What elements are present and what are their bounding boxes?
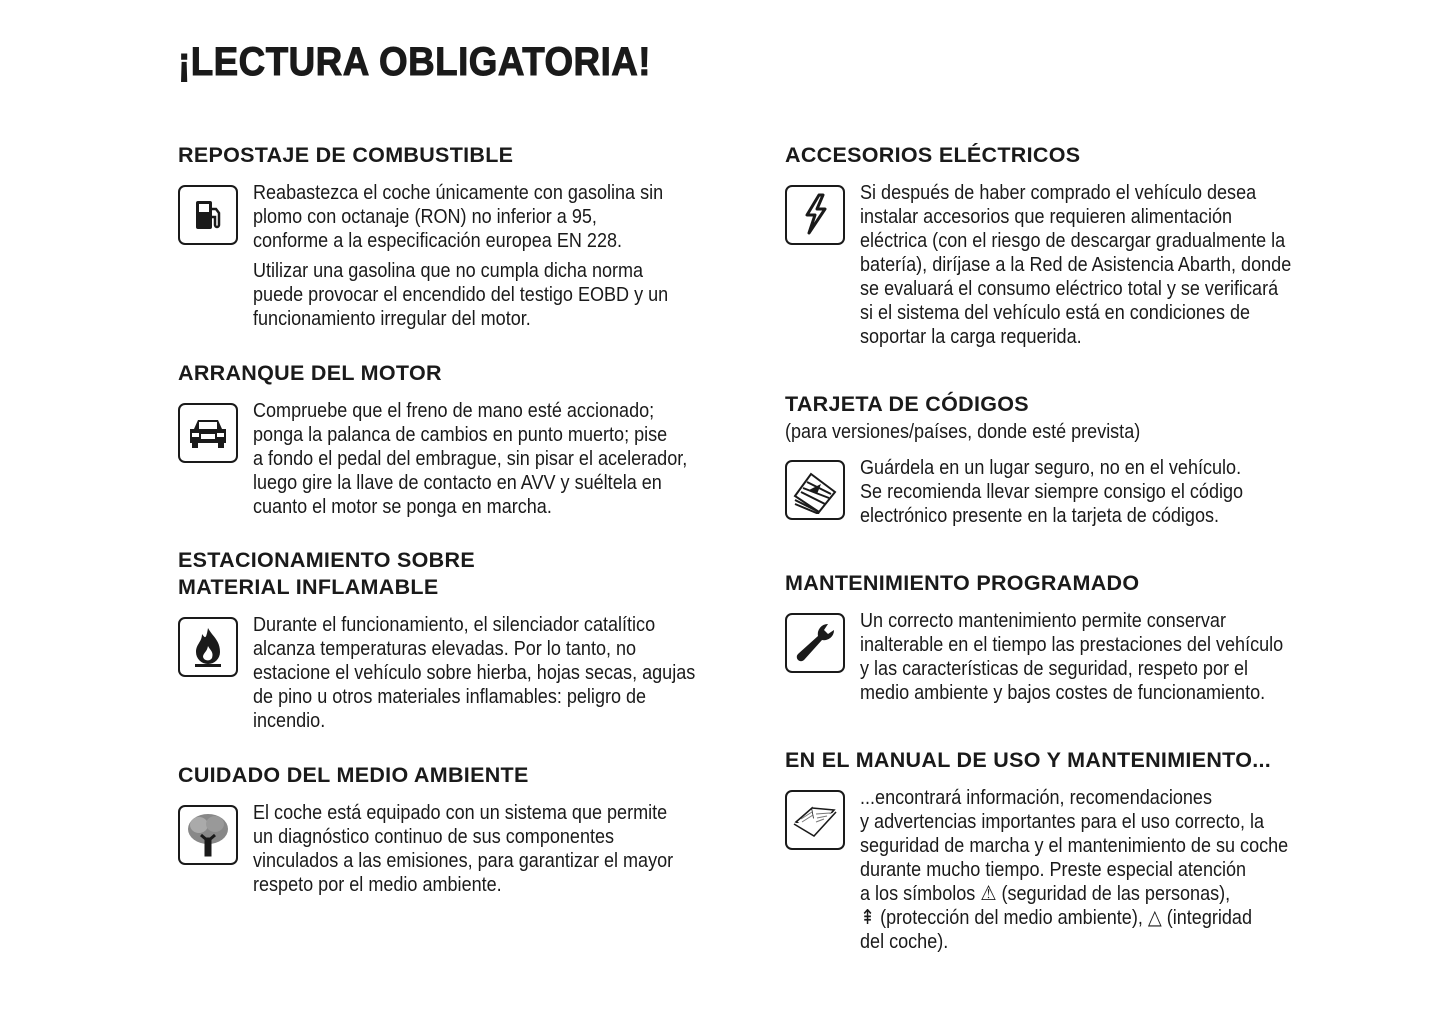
section-heading: ESTACIONAMIENTO SOBRE <box>178 548 475 572</box>
section-heading: ARRANQUE DEL MOTOR <box>178 361 442 385</box>
text-line: alcanza temperaturas elevadas. Por lo tanto, no <box>253 637 637 660</box>
text-line: inalterable en el tiempo las prestaciones del vehículo <box>860 633 1284 656</box>
section-subheading: (para versiones/países, donde esté prevista) <box>785 421 1141 443</box>
text-line: Si después de haber comprado el vehículo desea <box>860 181 1257 204</box>
section-accesorios <box>785 142 1385 355</box>
text-line: vinculados a las emisiones, para garantizar el mayor <box>253 849 674 872</box>
section-heading: MATERIAL INFLAMABLE <box>178 575 439 599</box>
section-body <box>785 456 1385 528</box>
text-line: El coche está equipado con un sistema que permite <box>253 801 668 824</box>
text-line: un diagnóstico continuo de sus componentes <box>253 825 615 848</box>
paragraph <box>860 181 1385 349</box>
section-estacionamiento <box>178 547 778 739</box>
text-line: medio ambiente y bajos costes de funcionamiento. <box>860 681 1266 704</box>
text-line: del coche). <box>860 930 949 953</box>
text-line: puede provocar el encendido del testigo EOBD y un <box>253 283 669 306</box>
tree-icon <box>178 805 238 865</box>
section-medio-ambiente <box>178 762 778 903</box>
section-body <box>785 786 1385 954</box>
text-line: luego gire la llave de contacto en AVV y suéltela en <box>253 471 662 494</box>
section-heading: TARJETA DE CÓDIGOS <box>785 392 1029 416</box>
section-arranque <box>178 360 778 525</box>
wrench-icon <box>785 613 845 673</box>
paragraph <box>860 456 1385 528</box>
section-manual <box>785 747 1385 960</box>
text-line: seguridad de marcha y el mantenimiento de su coche <box>860 834 1289 857</box>
text-line: respeto por el medio ambiente. <box>253 873 502 896</box>
text-line: Durante el funcionamiento, el silenciador catalítico <box>253 613 656 636</box>
lightning-icon <box>785 185 845 245</box>
text-line: a los símbolos ⚠ (seguridad de las personas), <box>860 882 1231 905</box>
text-line: durante mucho tiempo. Preste especial atención <box>860 858 1247 881</box>
section-body <box>178 399 778 519</box>
paragraph <box>860 609 1385 705</box>
text-line: instalar accesorios que requieren alimentación <box>860 205 1233 228</box>
paragraph <box>253 399 778 519</box>
section-body <box>785 181 1385 349</box>
section-heading: ACCESORIOS ELÉCTRICOS <box>785 143 1081 167</box>
section-heading: EN EL MANUAL DE USO Y MANTENIMIENTO... <box>785 748 1272 772</box>
text-line: Guárdela en un lugar seguro, no en el vehículo. <box>860 456 1242 479</box>
text-line: cuanto el motor se ponga en marcha. <box>253 495 552 518</box>
text-line: ...encontrará información, recomendaciones <box>860 786 1212 809</box>
section-heading: MANTENIMIENTO PROGRAMADO <box>785 571 1140 595</box>
text-line: Utilizar una gasolina que no cumpla dicha norma <box>253 259 644 282</box>
text-line: a fondo el pedal del embrague, sin pisar el acelerador, <box>253 447 688 470</box>
section-body <box>178 613 778 733</box>
fuel-pump-icon <box>178 185 238 245</box>
section-tarjeta <box>785 391 1385 534</box>
text-line: estacione el vehículo sobre hierba, hojas secas, agujas <box>253 661 696 684</box>
text-line: se evaluará el consumo eléctrico total y se verificará <box>860 277 1279 300</box>
paragraph <box>253 181 778 253</box>
text-line: eléctrica (con el riesgo de descargar gradualmente la <box>860 229 1286 252</box>
text-line: funcionamiento irregular del motor. <box>253 307 531 330</box>
code-card-icon <box>785 460 845 520</box>
section-body <box>178 181 778 331</box>
text-line: y advertencias importantes para el uso correcto, la <box>860 810 1265 833</box>
open-book-icon <box>785 790 845 850</box>
section-mantenimiento <box>785 570 1385 711</box>
text-line: conforme a la especificación europea EN 228. <box>253 229 623 252</box>
page-title: ¡LECTURA OBLIGATORIA! <box>178 40 652 84</box>
section-heading: CUIDADO DEL MEDIO AMBIENTE <box>178 763 529 787</box>
text-line: si el sistema del vehículo está en condiciones de <box>860 301 1251 324</box>
text-line: incendio. <box>253 709 326 732</box>
text-line: ⇞ (protección del medio ambiente), △ (integridad <box>860 906 1252 929</box>
text-line: soportar la carga requerida. <box>860 325 1082 348</box>
section-body <box>785 609 1385 705</box>
paragraph <box>253 613 778 733</box>
text-line: Compruebe que el freno de mano esté accionado; <box>253 399 655 422</box>
text-line: ponga la palanca de cambios en punto muerto; pise <box>253 423 668 446</box>
fire-icon <box>178 617 238 677</box>
section-heading: REPOSTAJE DE COMBUSTIBLE <box>178 143 514 167</box>
text-line: Un correcto mantenimiento permite conservar <box>860 609 1226 632</box>
paragraph <box>253 801 778 897</box>
text-line: batería), diríjase a la Red de Asistencia Abarth, donde <box>860 253 1292 276</box>
text-line: de pino u otros materiales inflamables: peligro de <box>253 685 647 708</box>
text-line: electrónico presente en la tarjeta de códigos. <box>860 504 1220 527</box>
text-line: Reabastezca el coche únicamente con gasolina sin <box>253 181 664 204</box>
section-body <box>178 801 778 897</box>
paragraph <box>860 786 1385 954</box>
text-line: y las características de seguridad, respeto por el <box>860 657 1249 680</box>
text-line: plomo con octanaje (RON) no inferior a 95, <box>253 205 597 228</box>
paragraph <box>253 259 778 331</box>
text-line: Se recomienda llevar siempre consigo el código <box>860 480 1244 503</box>
section-repostaje <box>178 142 778 337</box>
car-icon <box>178 403 238 463</box>
